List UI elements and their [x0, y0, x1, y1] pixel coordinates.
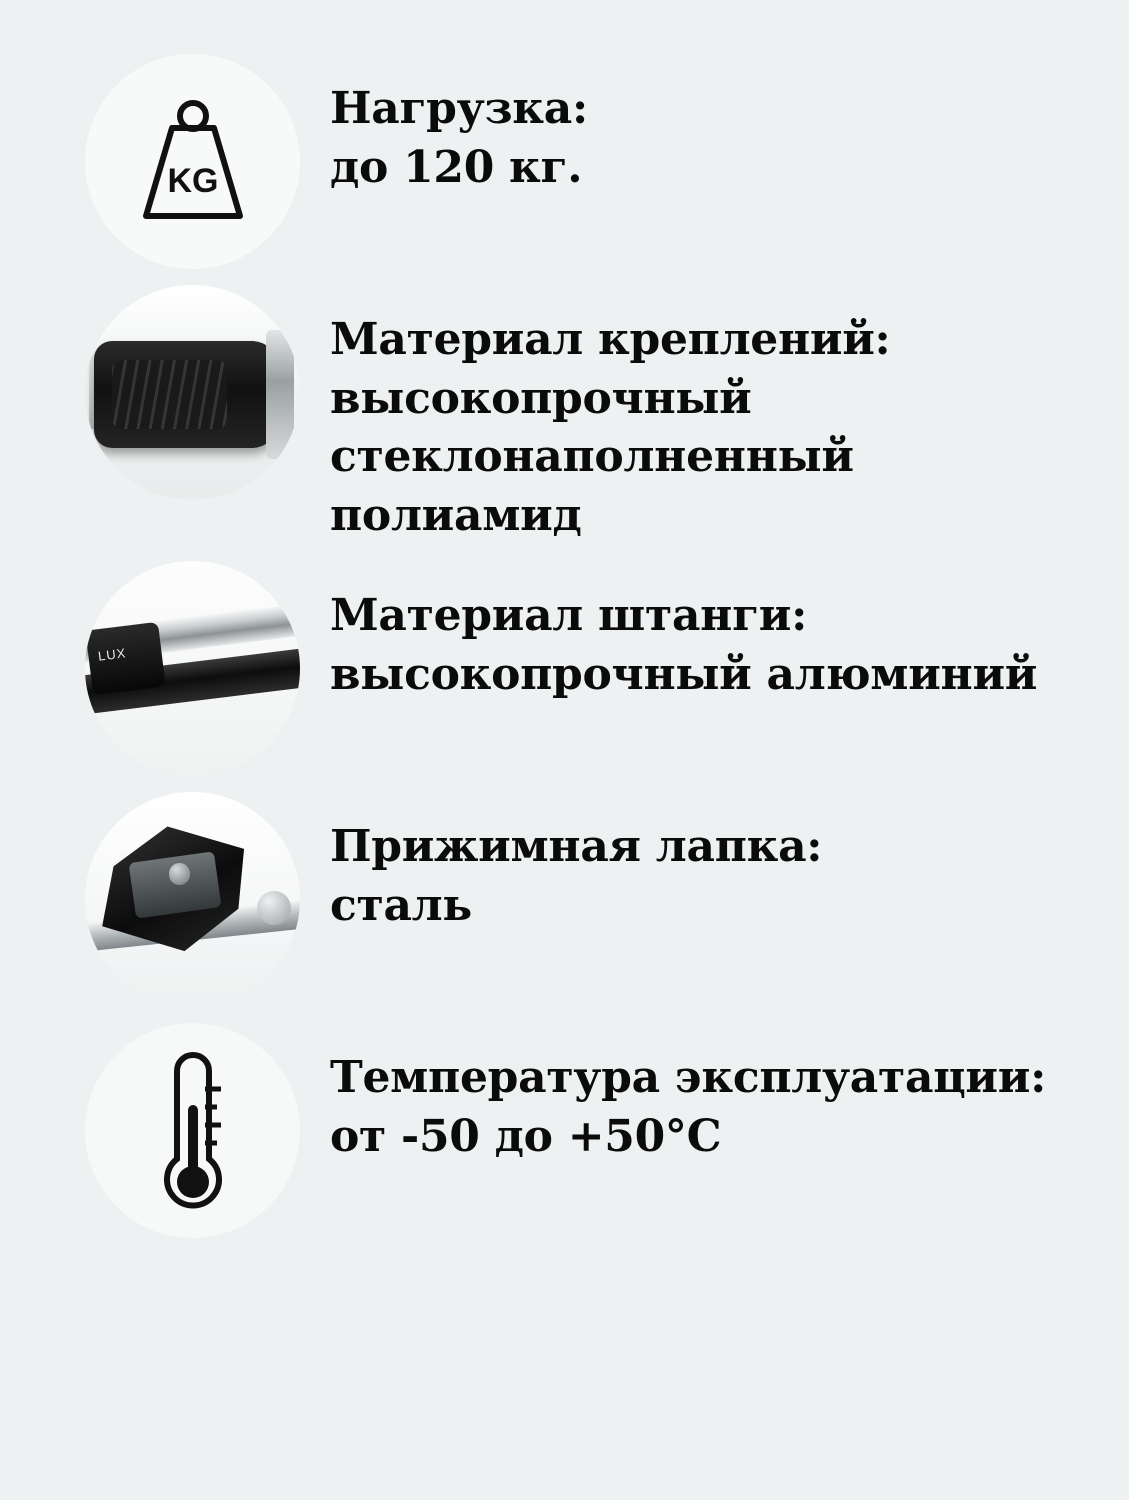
mount-body [94, 341, 279, 449]
feature-title: Материал креплений: [330, 314, 891, 365]
icon-circle [85, 561, 300, 776]
icon-circle [85, 792, 300, 1007]
mount-cover-photo [85, 285, 300, 500]
feature-row [75, 54, 1089, 269]
feature-icon-cell [75, 54, 310, 269]
icon-circle [85, 285, 300, 500]
feature-text-cell [310, 792, 1089, 935]
feature-body: от -50 до +50°C [330, 1110, 722, 1162]
foot-plate [129, 851, 222, 918]
icon-circle [85, 54, 300, 269]
feature-body: до 120 кг. [330, 141, 583, 193]
feature-text-cell [310, 1023, 1089, 1166]
brand-logo-text: LUX [97, 645, 127, 664]
feature-text-cell [310, 561, 1089, 704]
aluminium-bar-photo [85, 561, 300, 776]
feature-body: высокопрочный алюминий [330, 648, 1038, 700]
feature-text-cell [310, 54, 1089, 197]
feature-row [75, 1023, 1089, 1238]
feature-text-cell [310, 285, 1089, 545]
row-spacer [75, 776, 1089, 792]
weight-icon-label: KG [167, 162, 218, 200]
thermometer-icon [147, 1043, 239, 1218]
feature-row [75, 285, 1089, 545]
clamp-foot-photo [85, 792, 300, 1007]
feature-body: высокопрочный стеклонаполненный полиамид [330, 372, 854, 541]
feature-icon-cell [75, 561, 310, 776]
feature-icon-cell [75, 792, 310, 1007]
mount-cap [266, 330, 294, 459]
icon-circle [85, 1023, 300, 1238]
feature-title: Нагрузка: [330, 83, 588, 134]
feature-icon-cell [75, 1023, 310, 1238]
feature-icon-cell [75, 285, 310, 500]
feature-title: Прижимная лапка: [330, 821, 823, 873]
feature-title: Температура эксплуатации: [330, 1052, 1047, 1104]
weight-kg-icon [128, 94, 258, 229]
feature-body: сталь [330, 879, 472, 931]
row-spacer [75, 545, 1089, 561]
feature-row [75, 561, 1089, 776]
feature-title: Материал штанги: [330, 590, 808, 642]
row-spacer [75, 1007, 1089, 1023]
row-spacer [75, 269, 1089, 285]
foot-bolt [169, 863, 191, 885]
feature-row [75, 792, 1089, 1007]
